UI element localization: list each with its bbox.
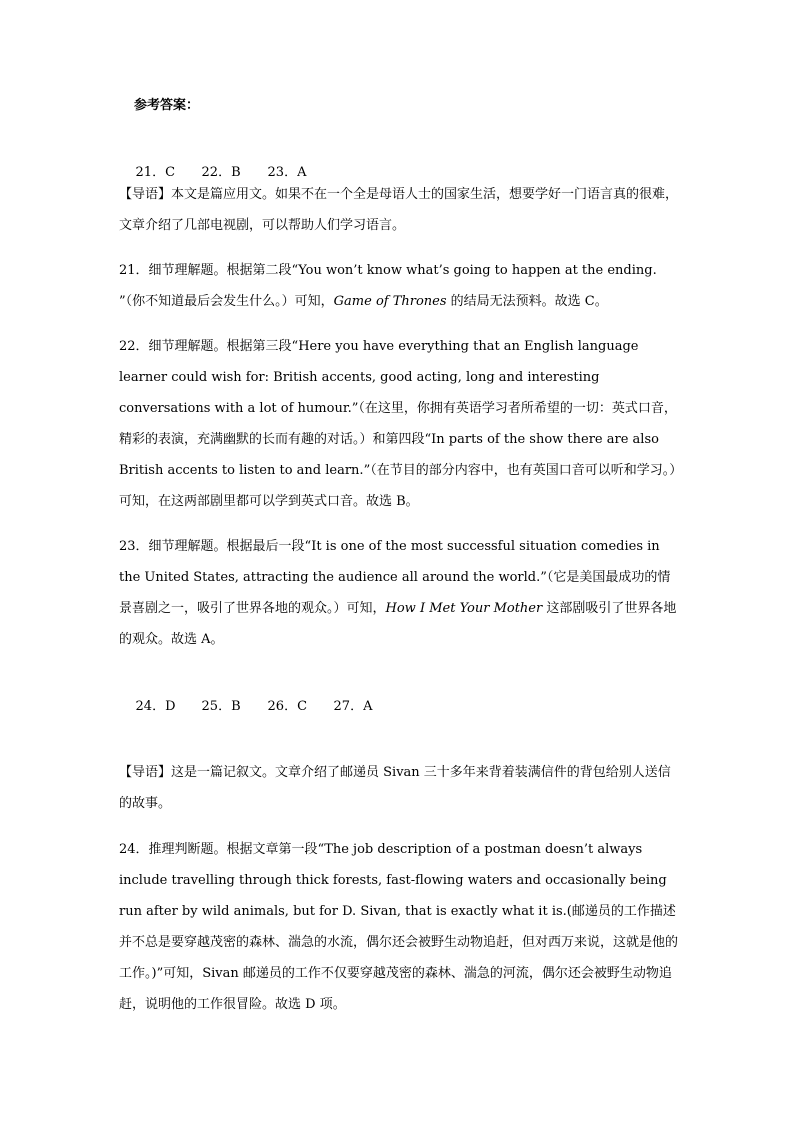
answer-21: 21．C: [135, 165, 176, 180]
show-title-how-i-met-your-mother: How I Met Your Mother: [385, 601, 543, 616]
explanation-23: [119, 531, 679, 655]
answer-24: 24．D: [135, 699, 176, 714]
answer-row-2: [119, 674, 400, 740]
guide-paragraph-2: 【导语】这是一篇记叙文。文章介绍了邮递员 Sivan 三十多年来背着装满信件的背包给别人送信的故事。: [119, 765, 671, 811]
answer-27: 27．A: [333, 699, 373, 714]
answer-26: 26．C: [267, 699, 308, 714]
answer-heading: 参考答案：: [134, 98, 200, 113]
answer-25: 25．B: [201, 699, 241, 714]
explanation-21: [119, 255, 679, 317]
explanation-24: 24．推理判断题。根据文章第一段“The job description of a postman doesn’t always include travelling through thick forests, fast-flowing waters and occasionally being run after by wild animals, but for D. Sivan, that is exactly what it is.(邮递员的工作描述并不总是要穿越茂密的森林、湍急的水流，偶尔还会被野生动物追赶，但对西万来说，这就是他的工作。)”可知，Sivan 邮递员的工作不仅要穿越茂密的森林、湍急的河流，偶尔还会被野生动物追赶，说明他的工作很冒险。故选 D 项。: [119, 842, 679, 1012]
answer-22: 22．B: [201, 165, 241, 180]
show-title-game-of-thrones: Game of Thrones: [333, 294, 447, 309]
explanation-22: 22．细节理解题。根据第三段“Here you have everything that an English language learner could wish for: British accents, good acting, long and interesting conversations with a lot of humour.”（在这里，你拥有英语学习者所希望的一切：英式口音，精彩的表演，充满幽默的长而有趣的对话。）和第四段“In parts of the show there are also British accents to listen to and learn.”（在节目的部分内容中，也有英国口音可以听和学习。）可知，在这两部剧里都可以学到英式口音。故选 B。: [119, 339, 677, 509]
guide-paragraph-1: 【导语】本文是篇应用文。如果不在一个全是母语人士的国家生活，想要学好一门语言真的很难，文章介绍了几部电视剧，可以帮助人们学习语言。: [119, 187, 679, 233]
explanation-21-post: 的结局无法预料。故选 C。: [446, 294, 608, 309]
explanation-21-pre: 21．细节理解题。根据第二段“You won’t know what’s going to happen at the ending. ”（你不知道最后会发生什么。）可知，: [119, 263, 657, 309]
answer-23: 23．A: [267, 165, 307, 180]
explanation-23-post: 这部剧吸引了世界各地的观众。故选 A。: [119, 601, 677, 647]
explanation-23-pre: 23．细节理解题。根据最后一段“It is one of the most successful situation comedies in the United States, attracting the audience all around the world.”（它是美国最成功的情景喜剧之一，吸引了世界各地的观众。）可知，: [119, 539, 671, 616]
